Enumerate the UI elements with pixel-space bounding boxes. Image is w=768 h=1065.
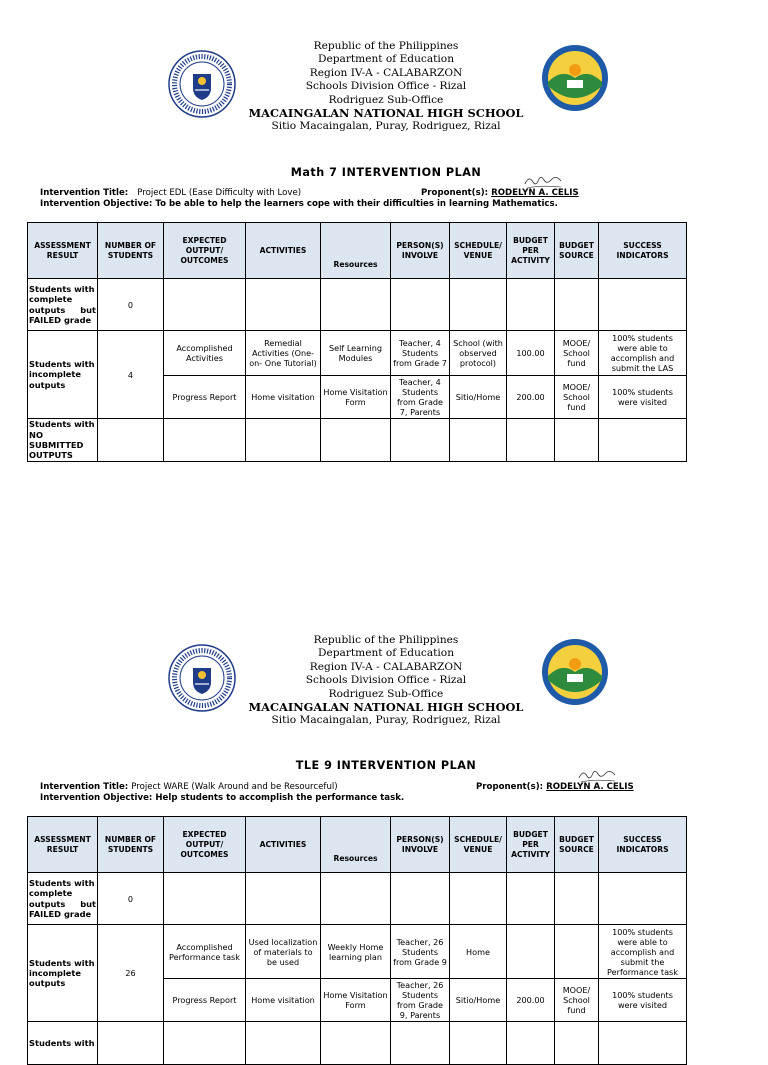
- assessment-result-cell: Students with complete outputs but FAILED grade: [28, 279, 98, 331]
- indicator-cell: 100% students were visited: [599, 376, 687, 419]
- indicator-cell: 100% students were able to accomplish and submit the Performance task: [599, 925, 687, 979]
- resources-cell: Weekly Home learning plan: [321, 925, 391, 979]
- col-header: ACTIVITIES: [246, 817, 321, 873]
- persons-cell: Teacher, 26 Students from Grade 9: [391, 925, 450, 979]
- header-address: Sitio Macaingalan, Puray, Rodriguez, Rizal: [271, 120, 501, 133]
- venue-cell: Sitio/Home: [450, 979, 507, 1022]
- activity-cell: Remedial Activities (One-on- One Tutorial): [246, 331, 321, 376]
- intervention-title-value: Project EDL (Ease Difficulty with Love): [137, 188, 302, 198]
- header-region: Region IV-A - CALABARZON: [309, 660, 463, 673]
- student-count-cell: 0: [98, 873, 164, 925]
- outcome-cell: Progress Report: [164, 376, 246, 419]
- student-count-cell: 26: [98, 925, 164, 1022]
- intervention-table: [27, 222, 687, 462]
- venue-cell: Home: [450, 925, 507, 979]
- table-row: [28, 873, 687, 925]
- activity-cell: Home visitation: [246, 979, 321, 1022]
- col-header: PERSON(S) INVOLVE: [391, 223, 450, 279]
- header-department: Department of Education: [317, 53, 455, 66]
- budget-cell: 200.00: [507, 376, 555, 419]
- table-row: [28, 331, 687, 376]
- col-header: Resources: [321, 817, 391, 873]
- col-header: SCHEDULE/ VENUE: [450, 817, 507, 873]
- plan-section-2: [0, 594, 768, 1048]
- intervention-objective-label: Intervention Objective:: [40, 199, 153, 209]
- col-header: BUDGET SOURCE: [555, 223, 599, 279]
- table-row: [28, 925, 687, 979]
- resources-cell: Home Visitation Form: [321, 979, 391, 1022]
- intervention-title-label: Intervention Title:: [40, 782, 129, 792]
- col-header: Resources: [321, 223, 391, 279]
- table-row: [28, 419, 687, 462]
- col-header: BUDGET PER ACTIVITY: [507, 223, 555, 279]
- intervention-objective-line: [40, 793, 404, 803]
- plan-title: TLE 9 INTERVENTION PLAN: [295, 759, 477, 772]
- table-row: [28, 1022, 687, 1065]
- proponent-label: Proponent(s):: [476, 782, 544, 792]
- intervention-table: [27, 816, 687, 1065]
- col-header: NUMBER OF STUDENTS: [98, 223, 164, 279]
- plan-section-1: [0, 0, 768, 470]
- activity-cell: Home visitation: [246, 376, 321, 419]
- persons-cell: Teacher, 26 Students from Grade 9, Parents: [391, 979, 450, 1022]
- assessment-result-cell: Students with NO SUBMITTED OUTPUTS: [28, 419, 98, 462]
- col-header: ASSESSMENT RESULT: [28, 817, 98, 873]
- resources-cell: Self Learning Modules: [321, 331, 391, 376]
- intervention-title-line: [40, 188, 301, 198]
- budget-source-cell: MOOE/ School fund: [555, 331, 599, 376]
- document-header: [200, 634, 572, 728]
- assessment-result-cell: Students with incomplete outputs: [28, 331, 98, 419]
- persons-cell: Teacher, 4 Students from Grade 7: [391, 331, 450, 376]
- outcome-cell: Accomplished Performance task: [164, 925, 246, 979]
- student-count-cell: 4: [98, 331, 164, 419]
- col-header: NUMBER OF STUDENTS: [98, 817, 164, 873]
- header-address: Sitio Macaingalan, Puray, Rodriguez, Rizal: [271, 714, 501, 727]
- header-division: Schools Division Office - Rizal: [305, 80, 467, 93]
- budget-source-cell: MOOE/ School fund: [555, 376, 599, 419]
- budget-cell: 100.00: [507, 331, 555, 376]
- header-republic: Republic of the Philippines: [313, 634, 459, 646]
- col-header: EXPECTED OUTPUT/ OUTCOMES: [164, 817, 246, 873]
- plan-title: Math 7 INTERVENTION PLAN: [290, 166, 482, 179]
- indicator-cell: 100% students were visited: [599, 979, 687, 1022]
- assessment-result-cell: Students with: [28, 1022, 98, 1065]
- header-republic: Republic of the Philippines: [313, 40, 459, 52]
- assessment-result-cell: Students with complete outputs but FAILED grade: [28, 873, 98, 925]
- budget-source-cell: [555, 925, 599, 979]
- table-header-row: [28, 817, 687, 873]
- header-school-name: MACAINGALAN NATIONAL HIGH SCHOOL: [248, 106, 524, 121]
- header-school-name: MACAINGALAN NATIONAL HIGH SCHOOL: [248, 700, 524, 715]
- col-header: SUCCESS INDICATORS: [599, 817, 687, 873]
- col-header: EXPECTED OUTPUT/ OUTCOMES: [164, 223, 246, 279]
- resources-cell: Home Visitation Form: [321, 376, 391, 419]
- outcome-cell: Accomplished Activities: [164, 331, 246, 376]
- intervention-title-label: Intervention Title:: [40, 188, 129, 198]
- proponent-name: RODELYN A. CELIS: [491, 188, 579, 198]
- col-header: ASSESSMENT RESULT: [28, 223, 98, 279]
- proponent-label: Proponent(s):: [421, 188, 489, 198]
- document-header: [200, 40, 572, 134]
- col-header: ACTIVITIES: [246, 223, 321, 279]
- proponent-line: [421, 188, 579, 198]
- intervention-objective-value: To be able to help the learners cope with their difficulties in learning Mathematics.: [155, 199, 558, 209]
- budget-cell: [507, 925, 555, 979]
- header-suboffice: Rodriguez Sub-Office: [328, 93, 444, 106]
- col-header: SUCCESS INDICATORS: [599, 223, 687, 279]
- intervention-title-value: Project WARE (Walk Around and be Resourceful): [131, 782, 338, 792]
- proponent-name: RODELYN A. CELIS: [546, 782, 634, 792]
- activity-cell: Used localization of materials to be used: [246, 925, 321, 979]
- intervention-title-line: [40, 782, 338, 792]
- venue-cell: School (with observed protocol): [450, 331, 507, 376]
- table-header-row: [28, 223, 687, 279]
- col-header: BUDGET PER ACTIVITY: [507, 817, 555, 873]
- header-suboffice: Rodriguez Sub-Office: [328, 687, 444, 700]
- header-department: Department of Education: [317, 647, 455, 660]
- col-header: PERSON(S) INVOLVE: [391, 817, 450, 873]
- col-header: BUDGET SOURCE: [555, 817, 599, 873]
- assessment-result-cell: Students with incomplete outputs: [28, 925, 98, 1022]
- intervention-objective-line: [40, 199, 558, 209]
- table-row: [28, 279, 687, 331]
- budget-source-cell: MOOE/ School fund: [555, 979, 599, 1022]
- venue-cell: Sitio/Home: [450, 376, 507, 419]
- proponent-line: [476, 782, 634, 792]
- col-header: SCHEDULE/ VENUE: [450, 223, 507, 279]
- intervention-objective-label: Intervention Objective:: [40, 793, 153, 803]
- intervention-objective-value: Help students to accomplish the performance task.: [155, 793, 405, 803]
- student-count-cell: 0: [98, 279, 164, 331]
- header-region: Region IV-A - CALABARZON: [309, 66, 463, 79]
- indicator-cell: 100% students were able to accomplish and submit the LAS: [599, 331, 687, 376]
- persons-cell: Teacher, 4 Students from Grade 7, Parents: [391, 376, 450, 419]
- outcome-cell: Progress Report: [164, 979, 246, 1022]
- budget-cell: 200.00: [507, 979, 555, 1022]
- header-division: Schools Division Office - Rizal: [305, 674, 467, 687]
